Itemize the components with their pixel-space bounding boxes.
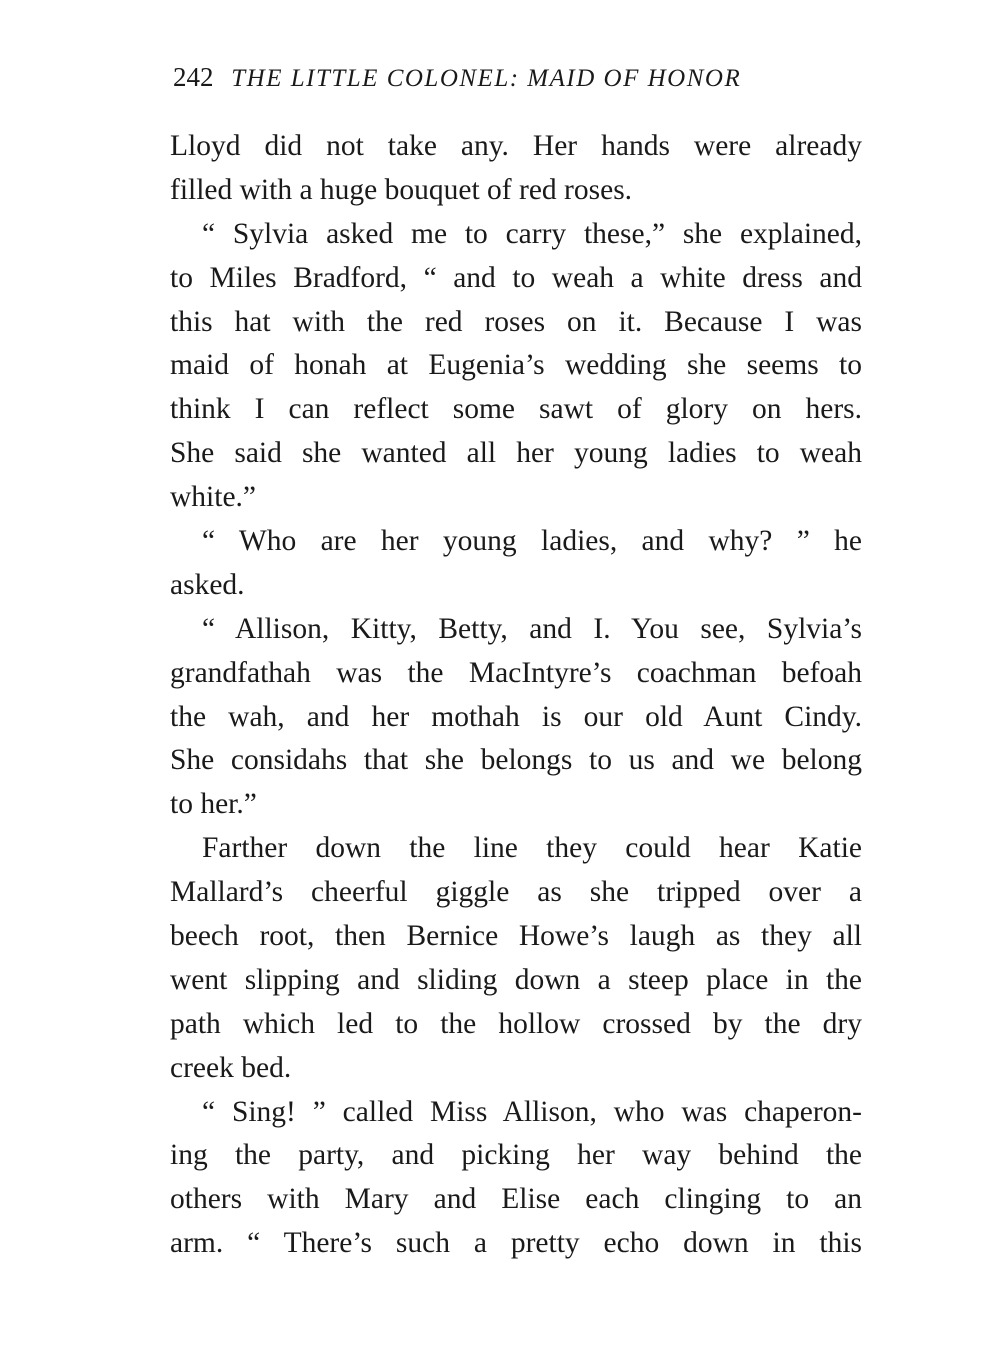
text-line: creek bed. xyxy=(170,1051,292,1084)
text-line: path which led to the hollow crossed by the dry xyxy=(170,1007,862,1040)
text-line: this hat with the red roses on it. Because I was xyxy=(170,305,862,338)
text-line: She considahs that she belongs to us and we belong xyxy=(170,744,862,777)
text-line: “ Who are her young ladies, and why? ” he xyxy=(202,525,862,558)
text-line: the wah, and her mothah is our old Aunt Cindy. xyxy=(170,700,862,733)
text-line: ing the party, and picking her way behind the xyxy=(170,1139,862,1172)
text-line: went slipping and sliding down a steep place in the xyxy=(170,963,862,996)
running-head xyxy=(173,62,873,102)
text-line: “ Sing! ” called Miss Allison, who was chaperon- xyxy=(202,1095,862,1128)
text-line: white.” xyxy=(170,481,257,514)
text-line: She said she wanted all her young ladies to weah xyxy=(170,437,862,470)
text-line: arm. “ There’s such a pretty echo down in this xyxy=(170,1227,862,1260)
text-line: Farther down the line they could hear Katie xyxy=(202,832,862,865)
text-line: grandfathah was the MacIntyre’s coachman befoah xyxy=(170,656,862,689)
text-line: Lloyd did not take any. Her hands were already xyxy=(170,130,862,162)
body-text xyxy=(170,125,862,1266)
text-line: filled with a huge bouquet of red roses. xyxy=(170,173,633,206)
text-line: “ Allison, Kitty, Betty, and I. You see, Sylvia’s xyxy=(202,612,862,645)
text-line: to Miles Bradford, “ and to weah a white dress and xyxy=(170,261,862,294)
text-line: Mallard’s cheerful giggle as she tripped over a xyxy=(170,876,862,909)
text-line: others with Mary and Elise each clinging to an xyxy=(170,1183,862,1216)
text-line: beech root, then Bernice Howe’s laugh as they all xyxy=(170,920,862,953)
text-line: maid of honah at Eugenia’s wedding she seems to xyxy=(170,349,862,382)
page-number: 242 xyxy=(173,62,214,92)
running-title: THE LITTLE COLONEL: MAID OF HONOR xyxy=(231,65,742,92)
text-line: to her.” xyxy=(170,788,257,821)
text-line: “ Sylvia asked me to carry these,” she explained, xyxy=(202,217,862,250)
text-line: think I can reflect some sawt of glory on hers. xyxy=(170,393,862,426)
text-line: asked. xyxy=(170,568,245,601)
